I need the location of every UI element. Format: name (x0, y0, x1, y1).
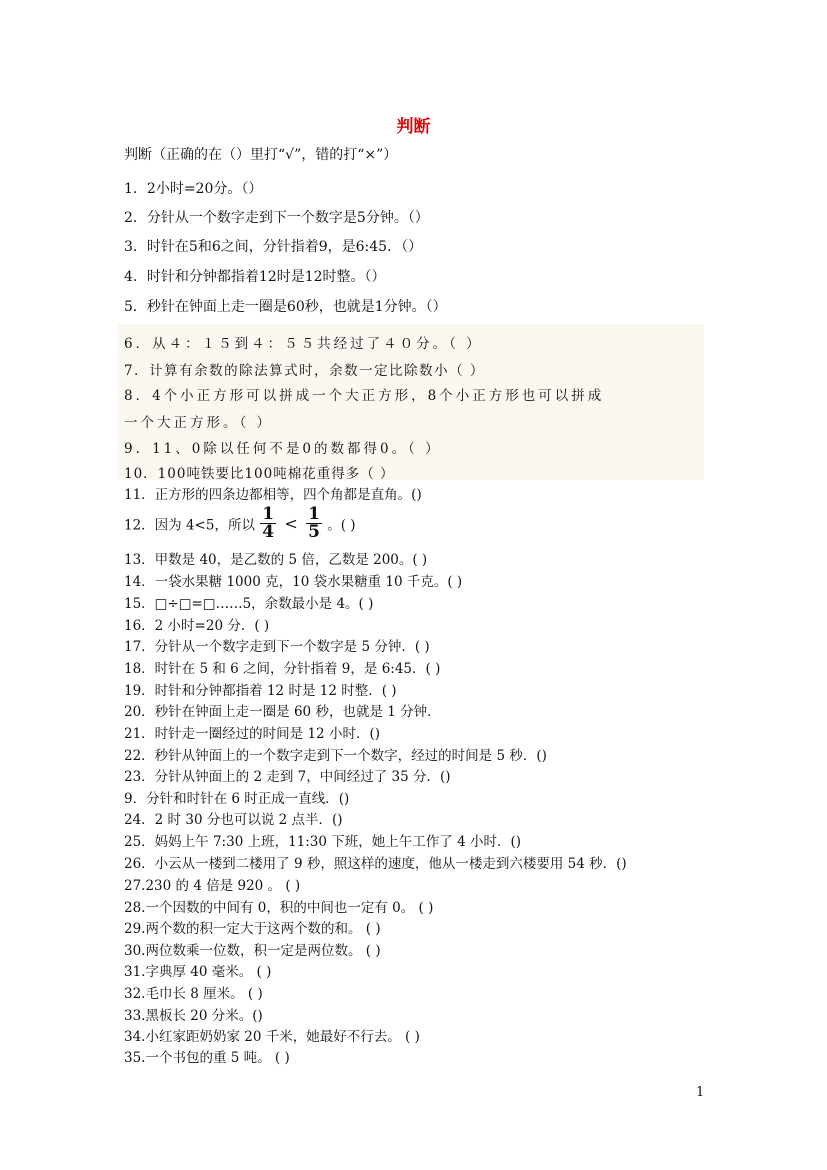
question-item: 27.230 的 4 倍是 920 。 ( ) (124, 878, 301, 894)
fraction-numerator: 1 (308, 504, 320, 524)
question-item: 23．分针从钟面上的 2 走到 7，中间经过了 35 分．() (124, 769, 451, 785)
question-item: 9．11、0除以任何不是0的数都得0。（ ） (124, 441, 442, 457)
question-item: 32.毛巾长 8 厘米。 ( ) (124, 986, 263, 1002)
question-item: 31.字典厚 40 毫米。 ( ) (124, 964, 272, 980)
question-item: 33.黑板长 20 分米。() (124, 1008, 263, 1024)
question-item: 20．秒针在钟面上走一圈是 60 秒，也就是 1 分钟． (124, 704, 441, 720)
question-item: 11．正方形的四条边都相等，四个角都是直角。() (124, 487, 422, 503)
fraction-suffix: 。( ) (327, 517, 356, 534)
question-item: 29.两个数的积一定大于这两个数的和。 ( ) (124, 921, 381, 937)
question-item: 15．□÷□=□……5，余数最小是 4。( ) (124, 596, 374, 612)
fraction-numerator: 1 (262, 504, 275, 524)
question-item: 4．时针和分钟都指着12时是12时整。（） (124, 269, 386, 285)
question-item: 5．秒针在钟面上走一圈是60秒，也就是1分钟。（） (124, 299, 447, 315)
less-than-sign: < (284, 514, 298, 533)
question-item: 16．2 小时=20 分．( ) (124, 618, 270, 634)
question-item: 30.两位数乘一位数，积一定是两位数。 ( ) (124, 943, 381, 959)
question-item: 17．分针从一个数字走到下一个数字是 5 分钟．( ) (124, 639, 430, 655)
question-item: 22．秒针从钟面上的一个数字走到下一个数字，经过的时间是 5 秒．() (124, 748, 547, 764)
question-item-fraction (124, 506, 356, 541)
question-item: 34.小红家距奶奶家 20 千米，她最好不行去。 ( ) (124, 1029, 420, 1045)
fraction-prefix: 12．因为 4<5，所以 (124, 517, 255, 534)
question-item: 3．时针在5和6之间，分针指着9，是6:45．（） (124, 239, 423, 255)
fraction-denominator: 4 (262, 522, 275, 542)
question-item: 18．时针在 5 和 6 之间，分针指着 9，是 6:45．( ) (124, 661, 441, 677)
question-item: 一个大正方形。（ ） (124, 415, 274, 431)
question-item: 24．2 时 30 分也可以说 2 点半．() (124, 812, 343, 828)
fraction-denominator: 5 (308, 522, 320, 542)
question-item: 21．时针走一圈经过的时间是 12 小时．() (124, 726, 380, 742)
question-item: 9．分针和时针在 6 时正成一直线．() (124, 791, 350, 807)
question-item: 7．计算有余数的除法算式时，余数一定比除数小（ ） (124, 363, 485, 379)
fraction-one-fifth (306, 506, 322, 541)
question-item: 13．甲数是 40，是乙数的 5 倍，乙数是 200。( ) (124, 552, 428, 568)
question-item: 10．100吨铁要比100吨棉花重得多（ ） (124, 466, 395, 482)
question-item: 14．一袋水果糖 1000 克，10 袋水果糖重 10 千克。( ) (124, 574, 463, 590)
question-item: 1．2小时=20分。（） (124, 181, 263, 197)
question-item: 19．时针和分钟都指着 12 时是 12 时整．( ) (124, 683, 397, 699)
question-item: 26．小云从一楼到二楼用了 9 秒，照这样的速度，他从一楼走到六楼要用 54 秒．() (124, 856, 627, 872)
question-item: 35.一个书包的重 5 吨。 ( ) (124, 1050, 290, 1066)
question-item: 25．妈妈上午 7:30 上班，11:30 下班，她上午工作了 4 小时．() (124, 834, 521, 850)
question-item: 2．分针从一个数字走到下一个数字是5分钟。（） (124, 210, 429, 226)
page-title: 判断 (396, 117, 431, 137)
question-item: 28.一个因数的中间有 0，积的中间也一定有 0。 ( ) (124, 900, 434, 916)
instruction: 判断（正确的在（）里打“√”，错的打“×”） (124, 147, 398, 163)
question-item: 8．4个小正方形可以拼成一个大正方形，8个小正方形也可以拼成 (124, 388, 605, 404)
page-number: 1 (696, 1085, 705, 1100)
fraction-one-quarter (260, 506, 276, 541)
question-item: 6．从４：１５到４：５５共经过了４０分。（ ） (124, 336, 483, 352)
